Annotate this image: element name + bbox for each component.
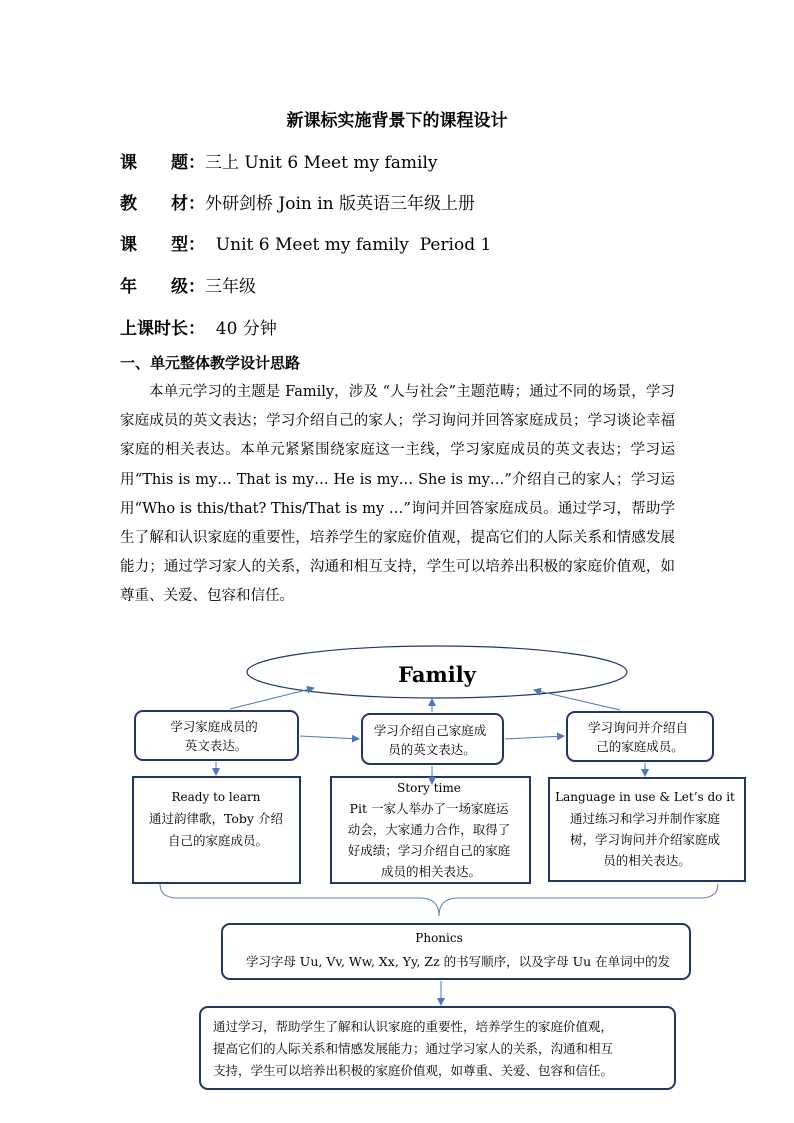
section-paragraph: 本单元学习的主题是 Family，涉及 “人与社会”主题范畴；通过不同的场景，学习家庭成员的英文表达；学习介绍自己的家人；学习询问并回答家庭成员；学习谈论幸福家庭的相关表达。本单元紧紧围绕家庭这一主线，学习家庭成员的英文表达；学习运用“This is my… That is my… He is my… She is my…”介绍自己的家人；学习运用“Who is this/that? This/That is my …”询问并回答家庭成员。通过学习，帮助学生了解和认识家庭的重要性，培养学生的家庭价值观，提高它们的人际关系和情感发展能力；通过学习家人的关系，沟通和相互支持，学生可以培养出积极的家庭价值观，如尊重、关爱、包容和信任。: [120, 384, 675, 605]
info-label: 上课时长：: [120, 319, 205, 339]
lesson-box-story-text: Story time Pit 一家人举办了一场家庭运 动会，大家通力合作，取得了 好成绩；学习介绍自己的家庭 成员的相关表达。: [347, 781, 511, 879]
arrow-goal2-to-goal3: [505, 736, 564, 739]
info-value: 三上 Unit 6 Meet my family: [205, 153, 438, 173]
arrow-goal1-to-goal2: [300, 736, 359, 739]
arrow-goal3-to-family: [534, 690, 620, 710]
goal-box-1-text: 学习家庭成员的 英文表达。: [170, 719, 258, 753]
goal-box-2-text: 学习介绍自己家庭成 员的英文表达。: [373, 723, 487, 757]
goal-box-3-text: 学习询问并介绍自 己的家庭成员。: [588, 720, 689, 754]
phonics-box-text: Phonics 学习字母 Uu, Vv, Ww, Xx, Yy, Zz 的书写顺序，以及字母 Uu 在单词中的发: [245, 931, 671, 969]
lesson-box-ready-text: Ready to learn 通过韵律歌，Toby 介绍 自己的家庭成员。: [149, 790, 283, 848]
section-heading: 一、单元整体教学设计思路: [120, 354, 301, 372]
family-label: Family: [398, 662, 476, 687]
doc-title: 新课标实施背景下的课程设计: [286, 111, 508, 131]
lesson-box-language-text: Language in use & Let’s do it 通过练习和学习并制作家庭 树，学习询问并介绍家庭成 员的相关表达。: [555, 790, 735, 868]
info-label: 课 型：: [120, 235, 205, 255]
info-value: 40 分钟: [205, 319, 277, 339]
info-label: 年 级：: [120, 277, 205, 297]
info-value: 外研剑桥 Join in 版英语三年级上册: [205, 194, 476, 214]
info-value: 三年级: [205, 277, 256, 297]
info-label: 课 题：: [120, 153, 205, 173]
arrow-goal1-to-family: [230, 688, 314, 709]
info-label: 教 材：: [120, 194, 205, 214]
grouping-brace: [160, 884, 718, 916]
info-value: Unit 6 Meet my family Period 1: [205, 235, 492, 255]
summary-box-text: 通过学习，帮助学生了解和认识家庭的重要性，培养学生的家庭价值观， 提高它们的人际关系和情感发展能力；通过学习家人的关系，沟通和相互 支持，学生可以培养出积极的家庭价值观，如尊重、关爱、包容和信任。: [213, 1019, 614, 1078]
